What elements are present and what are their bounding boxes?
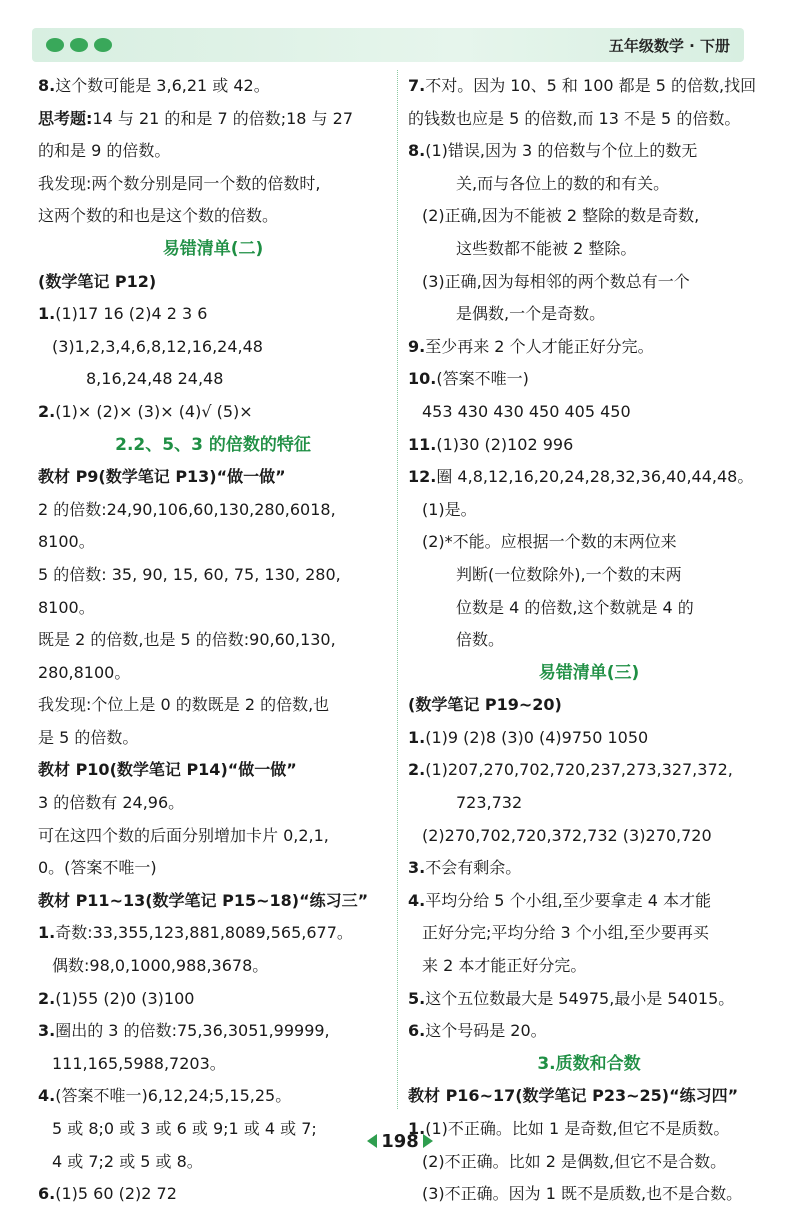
line-text: (2)*不能。应根据一个数的末两位来 [422, 532, 677, 552]
page-number [362, 1128, 438, 1154]
text-line-continued [408, 559, 770, 592]
line-text: (1)17 16 (2)4 2 3 6 [55, 304, 208, 324]
dot-icon [94, 38, 112, 52]
item-number: 7. [408, 76, 426, 95]
line-text: (3)正确,因为每相邻的两个数总有一个 [422, 271, 690, 291]
item-number: 1. [408, 727, 426, 747]
item-number: 9. [408, 336, 426, 356]
text-line [408, 983, 770, 1016]
item-number: 2. [38, 401, 56, 421]
text-line [408, 70, 770, 103]
item-number: 8. [38, 76, 56, 95]
line-text: 8100。 [38, 532, 95, 552]
line-text: 280,8100。 [38, 662, 131, 682]
text-line [408, 852, 770, 885]
item-number: 3. [38, 1021, 56, 1041]
line-text: 4 或 7;2 或 5 或 8。 [52, 1151, 203, 1171]
text-line-indented [38, 1113, 388, 1146]
line-text: 正好分完;平均分给 3 个小组,至少要再买 [422, 923, 709, 943]
text-line-indented [408, 200, 770, 233]
text-line [408, 754, 770, 787]
text-line [38, 689, 388, 722]
dot-icon [46, 38, 64, 52]
line-text: (1)207,270,702,720,237,273,327,372, [425, 760, 733, 780]
line-text: 的钱数也应是 5 的倍数,而 13 不是 5 的倍数。 [408, 108, 741, 128]
line-text: 5 的倍数: 35, 90, 15, 60, 75, 130, 280, [38, 564, 341, 584]
line-text: 这个号码是 20。 [425, 1021, 547, 1041]
text-line [38, 1015, 388, 1048]
line-text: 2 的倍数:24,90,106,60,130,280,6018, [38, 499, 336, 519]
line-text: 14 与 21 的和是 7 的倍数;18 与 27 [92, 108, 354, 128]
line-text: 3.质数和合数 [537, 1053, 641, 1074]
text-line [38, 820, 388, 853]
text-line-continued [408, 624, 770, 657]
line-text: 5 或 8;0 或 3 或 6 或 9;1 或 4 或 7; [52, 1119, 317, 1138]
line-text: 可在这四个数的后面分别增加卡片 0,2,1, [38, 825, 329, 845]
text-line [38, 200, 388, 233]
dot-icon [70, 38, 88, 52]
line-text: 至少再来 2 个人才能正好分完。 [425, 336, 654, 356]
line-text: (3)不正确。因为 1 既不是质数,也不是合数。 [422, 1184, 743, 1204]
item-number: 4. [38, 1086, 56, 1106]
text-line [408, 885, 770, 918]
item-number: 1. [38, 304, 56, 324]
line-text: 是 5 的倍数。 [38, 727, 139, 747]
text-line [38, 298, 388, 331]
section-title [408, 1048, 770, 1081]
text-line [38, 70, 388, 103]
line-text: 的和是 9 的倍数。 [38, 141, 171, 161]
text-line-continued [408, 787, 770, 820]
line-text: 这个数可能是 3,6,21 或 42。 [55, 76, 270, 95]
line-text: 平均分给 5 个小组,至少要拿走 4 本才能 [425, 890, 712, 910]
text-line [408, 1113, 770, 1146]
right-arrow-icon [423, 1134, 433, 1148]
line-text: 8,16,24,48 24,48 [86, 369, 224, 389]
text-line [38, 592, 388, 625]
text-line [408, 461, 770, 494]
line-text: 圈出的 3 的倍数:75,36,3051,99999, [55, 1021, 330, 1041]
right-column [408, 70, 770, 1204]
item-number: 6. [38, 1184, 56, 1204]
line-text: 关,而与各位上的数的和有关。 [456, 173, 670, 193]
line-text: 易错清单(三) [538, 662, 640, 683]
source-heading [38, 266, 388, 299]
line-text: 判断(一位数除外),一个数的末两 [456, 564, 682, 584]
source-heading [408, 689, 770, 722]
line-text: 2.2、5、3 的倍数的特征 [115, 434, 311, 455]
text-line [38, 917, 388, 950]
line-text: (1)55 (2)0 (3)100 [55, 988, 195, 1008]
line-text: 不会有剩余。 [425, 858, 522, 878]
line-text: (1)不正确。比如 1 是奇数,但它不是质数。 [425, 1119, 730, 1138]
line-text: 这些数都不能被 2 整除。 [456, 238, 637, 258]
line-text: 易错清单(二) [162, 238, 264, 259]
text-line [408, 1015, 770, 1048]
text-line-indented [38, 950, 388, 983]
text-line-indented [408, 1178, 770, 1211]
line-text: 位数是 4 的倍数,这个数就是 4 的 [456, 597, 694, 617]
section-title [38, 233, 388, 266]
header-title: 五年级数学 · 下册 [608, 37, 730, 55]
section-title [38, 429, 388, 462]
text-line-indented [408, 396, 770, 429]
text-line [408, 331, 770, 364]
text-line-continued [408, 298, 770, 331]
line-text: 这两个数的和也是这个数的倍数。 [38, 206, 279, 226]
line-text: 倍数。 [456, 630, 505, 650]
item-number: 6. [408, 1021, 426, 1041]
text-line [38, 135, 388, 168]
line-text: 0。(答案不唯一) [38, 858, 157, 878]
item-number: 4. [408, 890, 426, 910]
text-line-indented [38, 1048, 388, 1081]
item-number: 2. [38, 988, 56, 1008]
text-line [38, 1178, 388, 1211]
text-line [38, 103, 388, 136]
text-line-continued [408, 592, 770, 625]
text-line-indented [38, 331, 388, 364]
line-text: (答案不唯一) [436, 369, 529, 389]
line-text: (2)不正确。比如 2 是偶数,但它不是合数。 [422, 1151, 727, 1171]
item-number: 2. [408, 760, 426, 780]
column-divider [397, 70, 398, 1109]
text-line-continued [38, 363, 388, 396]
line-text: 723,732 [456, 793, 523, 813]
section-title [408, 657, 770, 690]
line-text: (1)是。 [422, 499, 477, 519]
page-header [32, 28, 744, 62]
text-line-indented [408, 1146, 770, 1179]
text-line [408, 103, 770, 136]
line-text: 圈 4,8,12,16,20,24,28,32,36,40,44,48。 [436, 467, 754, 487]
item-number: 1. [408, 1119, 426, 1138]
text-line-indented [408, 266, 770, 299]
line-text: 不对。因为 10、5 和 100 都是 5 的倍数,找回 [425, 76, 757, 95]
line-text: 既是 2 的倍数,也是 5 的倍数:90,60,130, [38, 630, 336, 650]
left-arrow-icon [367, 1134, 377, 1148]
text-line-indented [408, 820, 770, 853]
line-text: 是偶数,一个是奇数。 [456, 304, 606, 324]
line-text: 3 的倍数有 24,96。 [38, 793, 185, 813]
line-text: (1)9 (2)8 (3)0 (4)9750 1050 [425, 727, 649, 747]
line-text: 8100。 [38, 597, 95, 617]
text-line [38, 168, 388, 201]
line-text: 来 2 本才能正好分完。 [422, 956, 587, 976]
line-text: 教材 P10(数学笔记 P14)“做一做” [38, 760, 297, 780]
text-line [38, 396, 388, 429]
text-line [38, 787, 388, 820]
text-line-continued [408, 168, 770, 201]
line-text: 我发现:两个数分别是同一个数的倍数时, [38, 173, 321, 193]
line-text: (数学笔记 P19~20) [408, 695, 562, 715]
text-line-indented [408, 526, 770, 559]
header-dots-decoration [46, 38, 112, 52]
text-line [38, 657, 388, 690]
source-heading [38, 461, 388, 494]
text-line [408, 135, 770, 168]
item-number: 11. [408, 434, 437, 454]
text-line [408, 429, 770, 462]
item-number: 3. [408, 858, 426, 878]
line-text: (1)5 60 (2)2 72 [55, 1184, 177, 1204]
source-heading [38, 754, 388, 787]
text-line [408, 363, 770, 396]
text-line-indented [408, 917, 770, 950]
line-text: (3)1,2,3,4,6,8,12,16,24,48 [52, 336, 263, 356]
line-text: 教材 P16~17(数学笔记 P23~25)“练习四” [408, 1086, 739, 1106]
text-line-continued [408, 233, 770, 266]
line-text: 我发现:个位上是 0 的数既是 2 的倍数,也 [38, 695, 330, 715]
inline-label: 思考题: [38, 108, 93, 128]
text-line [408, 722, 770, 755]
left-column [38, 70, 388, 1204]
line-text: (2)正确,因为不能被 2 整除的数是奇数, [422, 206, 700, 226]
text-line [38, 1080, 388, 1113]
item-number: 10. [408, 369, 437, 389]
item-number: 12. [408, 467, 437, 487]
line-text: (1)× (2)× (3)× (4)√ (5)× [55, 401, 253, 421]
line-text: 教材 P9(数学笔记 P13)“做一做” [38, 467, 286, 487]
line-text: 教材 P11~13(数学笔记 P15~18)“练习三” [38, 890, 369, 910]
item-number: 1. [38, 923, 56, 943]
source-heading [408, 1080, 770, 1113]
line-text: 偶数:98,0,1000,988,3678。 [52, 956, 269, 976]
line-text: (2)270,702,720,372,732 (3)270,720 [422, 825, 712, 845]
line-text: (答案不唯一)6,12,24;5,15,25。 [55, 1086, 292, 1106]
text-line [38, 983, 388, 1016]
line-text: (1)错误,因为 3 的倍数与个位上的数无 [425, 141, 698, 161]
line-text: (数学笔记 P12) [38, 271, 157, 291]
text-line-indented [38, 1146, 388, 1179]
line-text: 453 430 430 450 405 450 [422, 401, 631, 421]
line-text: 111,165,5988,7203。 [52, 1053, 226, 1073]
text-line-indented [408, 494, 770, 527]
line-text: 这个五位数最大是 54975,最小是 54015。 [425, 988, 735, 1008]
text-line [38, 852, 388, 885]
text-line [38, 494, 388, 527]
text-line [38, 722, 388, 755]
line-text: (1)30 (2)102 996 [436, 434, 574, 454]
text-line-indented [408, 950, 770, 983]
text-line [38, 526, 388, 559]
source-heading [38, 885, 388, 918]
text-line [38, 559, 388, 592]
page-number-text: 198 [381, 1130, 419, 1152]
item-number: 8. [408, 141, 426, 161]
text-line [38, 624, 388, 657]
item-number: 5. [408, 988, 426, 1008]
line-text: 奇数:33,355,123,881,8089,565,677。 [55, 923, 353, 943]
